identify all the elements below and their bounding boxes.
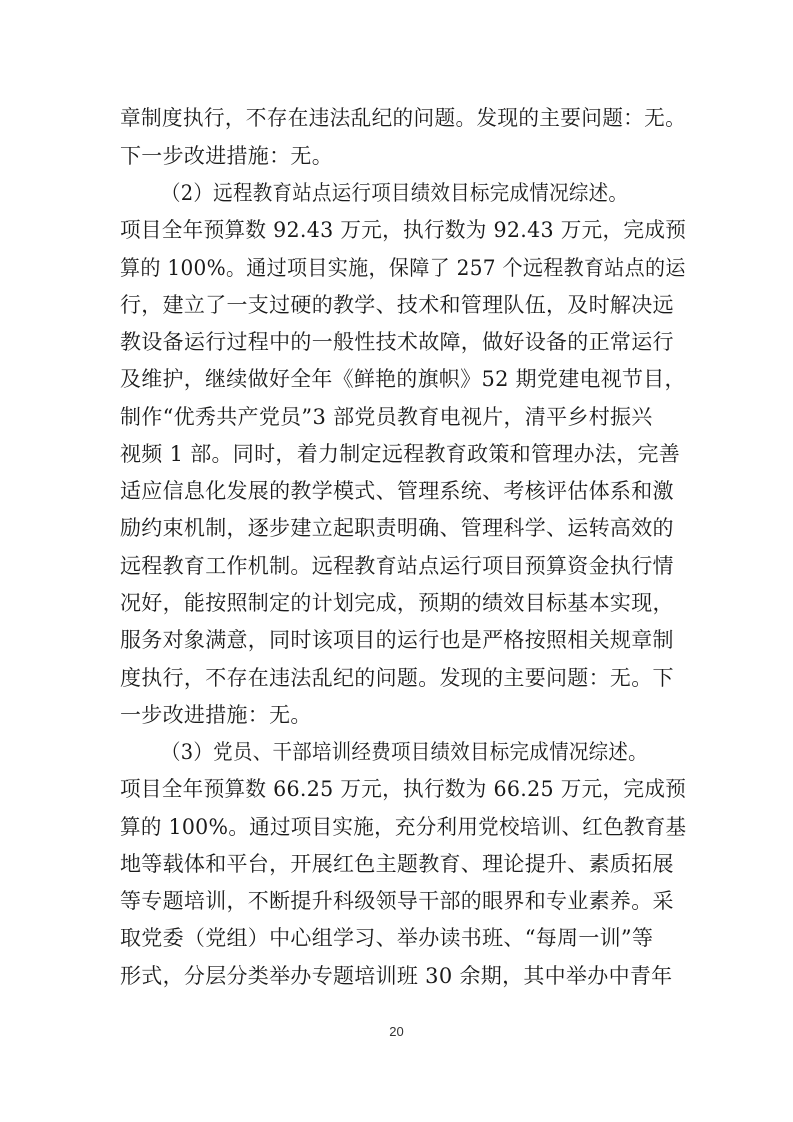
- section-heading: （2）远程教育站点运行项目绩效目标完成情况综述。: [161, 181, 629, 205]
- text-line: 下一步改进措施：无。: [120, 144, 333, 168]
- text-line: 远程教育工作机制。远程教育站点运行项目预算资金执行情: [120, 554, 674, 578]
- text-line: 视频 1 部。同时，着力制定远程教育政策和管理办法，完善: [120, 442, 681, 466]
- page-number: 20: [389, 1024, 404, 1039]
- text-line: 章制度执行，不存在违法乱纪的问题。发现的主要问题：无。: [120, 106, 687, 130]
- text-line: 教设备运行过程中的一般性技术故障，做好设备的正常运行: [120, 330, 674, 354]
- text-line: 制作“优秀共产党员”3 部党员教育电视片，清平乡村振兴: [120, 405, 653, 429]
- text-line: 况好，能按照制定的计划完成，预期的绩效目标基本实现，: [120, 591, 674, 615]
- text-line: 算的 100%。通过项目实施，充分利用党校培训、红色教育基: [120, 815, 687, 839]
- text-line: 地等载体和平台，开展红色主题教育、理论提升、素质拓展: [120, 852, 674, 876]
- text-line: 取党委（党组）中心组学习、举办读书班、“每周一训”等: [120, 926, 654, 950]
- text-line: 服务对象满意，同时该项目的运行也是严格按照相关规章制: [120, 628, 674, 652]
- text-line: 项目全年预算数 66.25 万元，执行数为 66.25 万元，完成预: [120, 777, 687, 801]
- text-line: 度执行，不存在违法乱纪的问题。发现的主要问题：无。下: [120, 666, 674, 690]
- text-line: 励约束机制，逐步建立起职责明确、管理科学、运转高效的: [120, 516, 674, 540]
- text-line: 算的 100%。通过项目实施，保障了 257 个远程教育站点的运: [120, 256, 686, 280]
- text-line: 及维护，继续做好全年《鲜艳的旗帜》52 期党建电视节目，: [120, 367, 686, 391]
- text-line: 形式，分层分类举办专题培训班 30 余期，其中举办中青年: [120, 964, 673, 988]
- text-line: 适应信息化发展的教学模式、管理系统、考核评估体系和激: [120, 479, 674, 503]
- section-heading: （3）党员、干部培训经费项目绩效目标完成情况综述。: [161, 740, 648, 764]
- text-line: 一步改进措施：无。: [120, 703, 312, 727]
- text-line: 行，建立了一支过硬的教学、技术和管理队伍，及时解决远: [120, 293, 674, 317]
- text-line: 项目全年预算数 92.43 万元，执行数为 92.43 万元，完成预: [120, 218, 687, 242]
- text-line: 等专题培训，不断提升科级领导干部的眼界和专业素养。采: [120, 889, 674, 913]
